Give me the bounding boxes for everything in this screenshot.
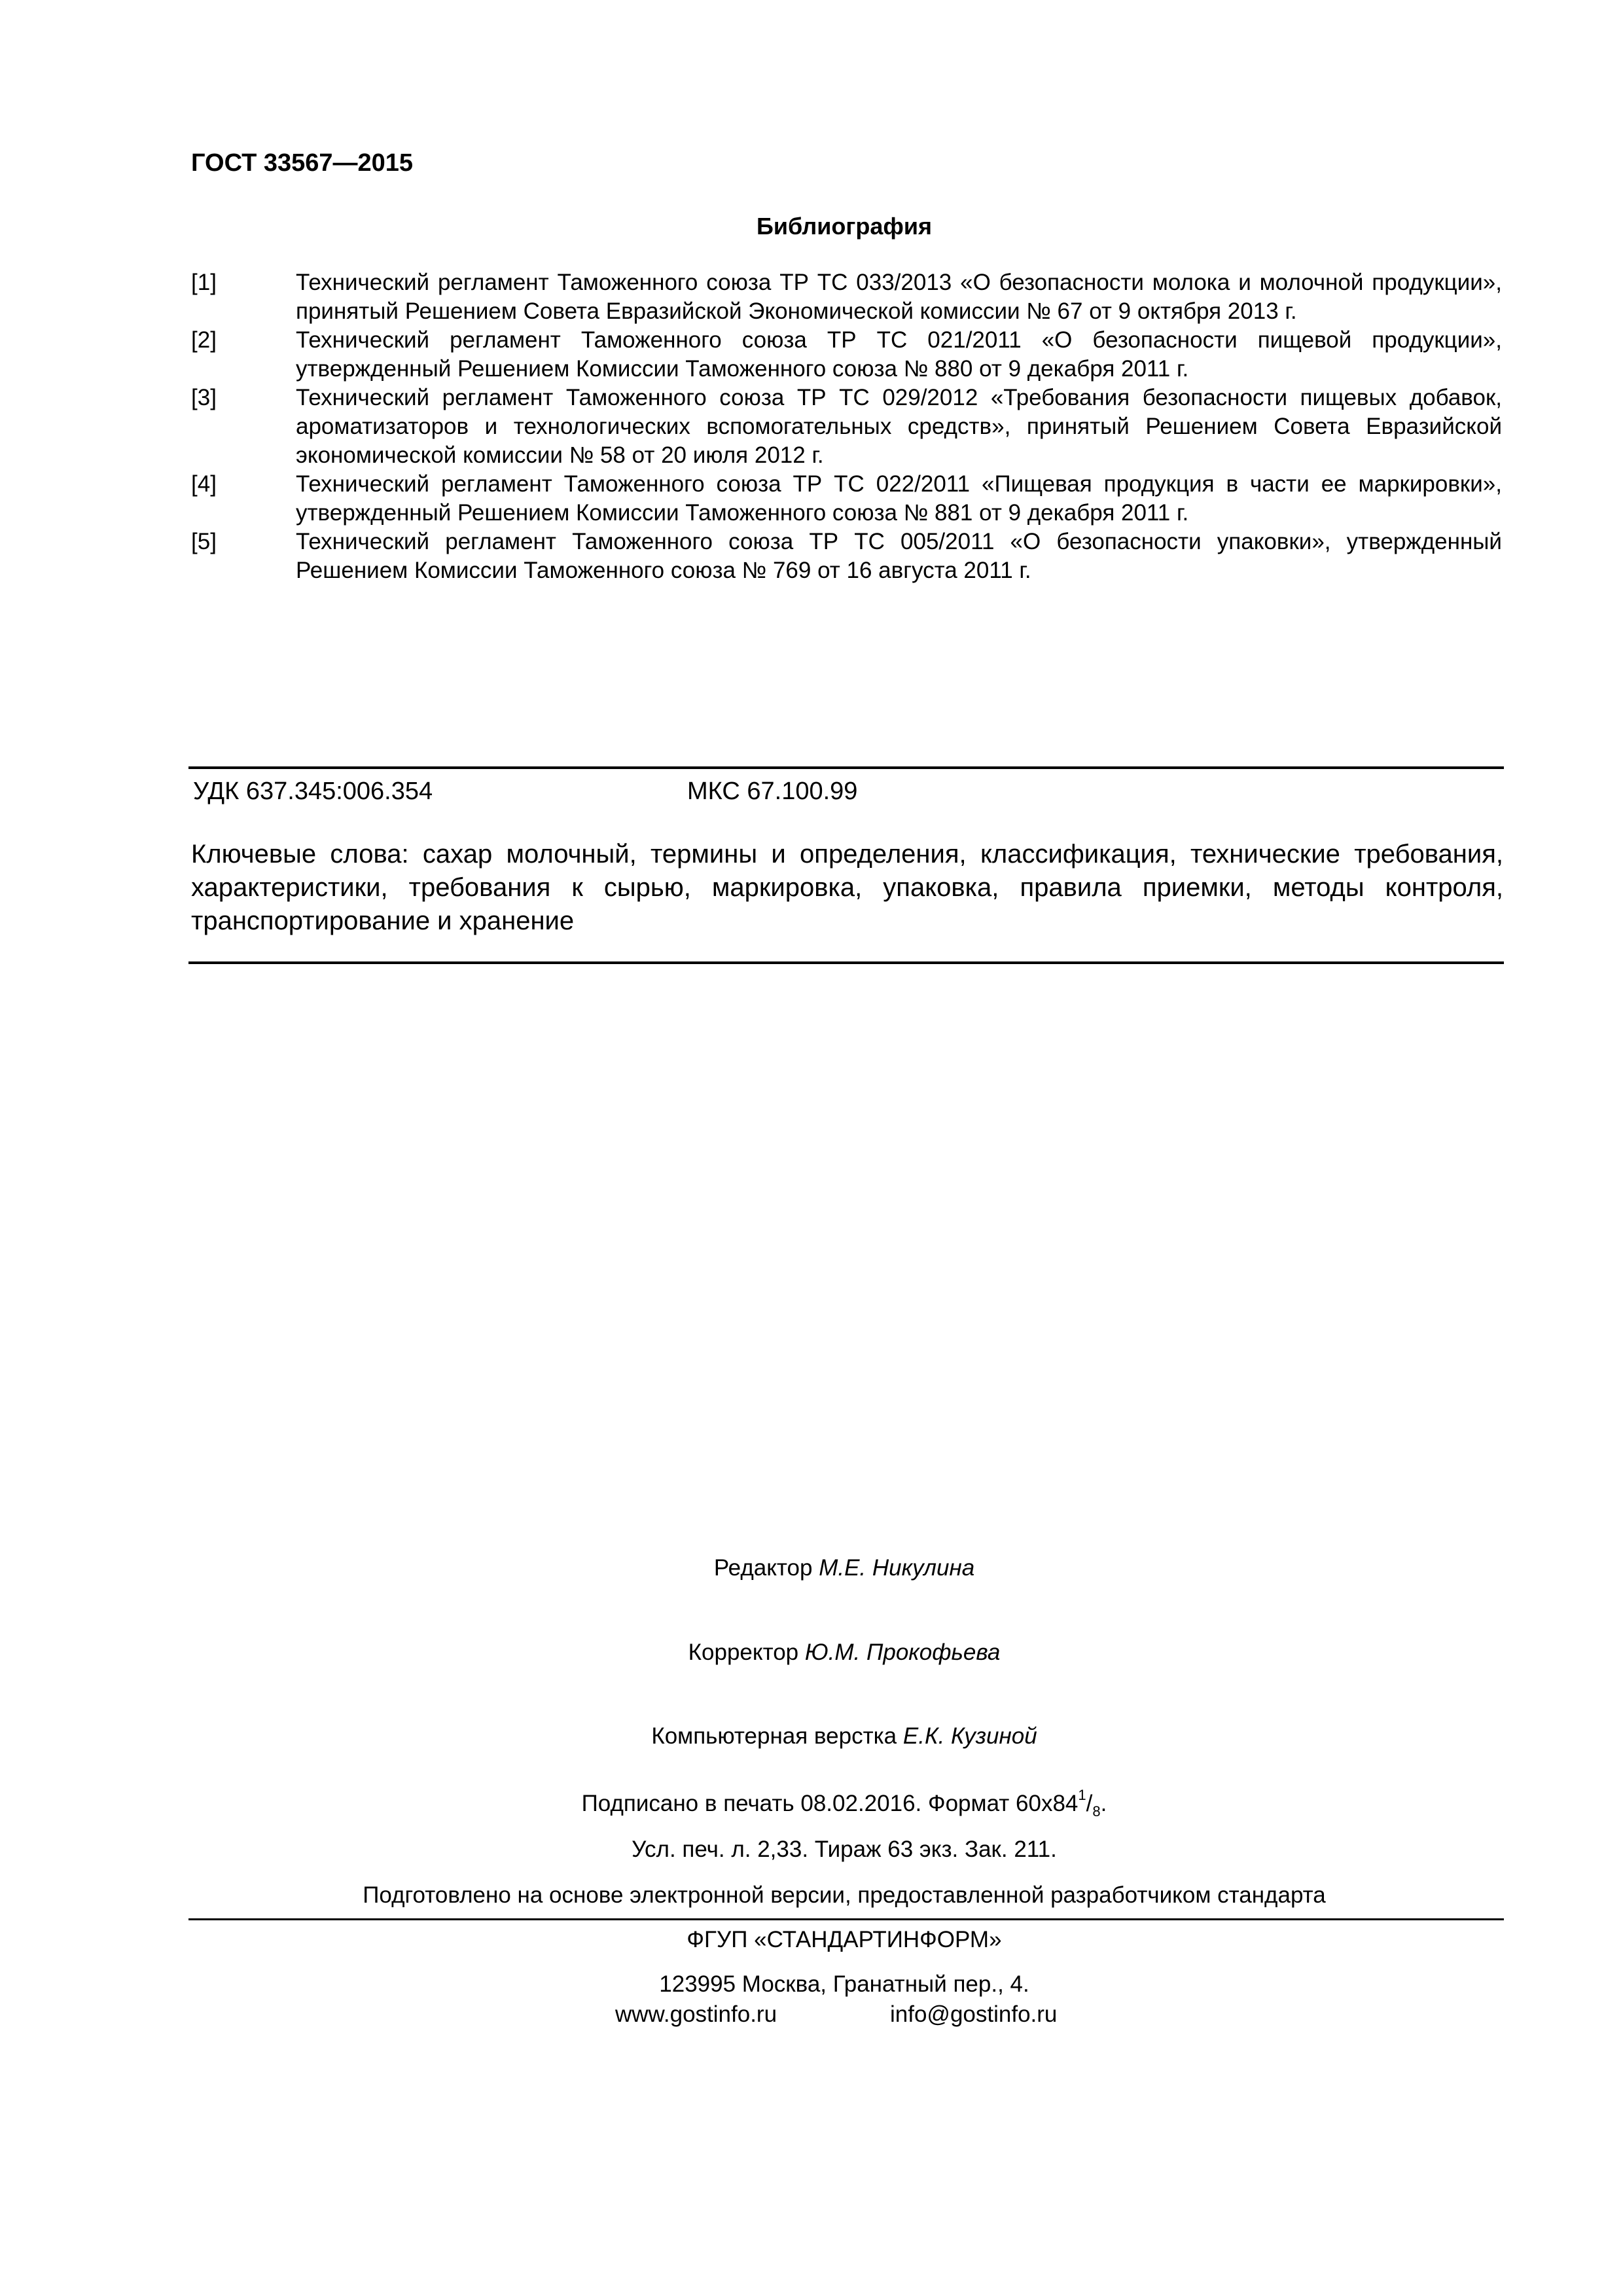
prepared-note: Подготовлено на основе электронной версии, предоставленной разработчиком стандарта bbox=[363, 1882, 1326, 1908]
document-code: ГОСТ 33567—2015 bbox=[191, 149, 414, 177]
bibliography-item-number: [2] bbox=[191, 327, 217, 353]
bibliography-list bbox=[191, 268, 1502, 585]
divider-top bbox=[188, 766, 1504, 769]
bibliography-item-number: [3] bbox=[191, 385, 217, 410]
layout-name: Е.К. Кузиной bbox=[902, 1723, 1037, 1749]
bibliography-item-number: [1] bbox=[191, 270, 217, 295]
bibliography-item-text: Технический регламент Таможенного союза ТР ТС 033/2013 «О безопасности молока и молочной продукции», принятый Решением Совета Евразийской Экономической комиссии № 67 от 9 октября 2013 г. bbox=[296, 270, 1502, 324]
format-subscript: 8 bbox=[1092, 1803, 1101, 1820]
bibliography-item-text: Технический регламент Таможенного союза ТР ТС 021/2011 «О безопасности пищевой продукции», утвержденный Решением Комиссии Таможенного союза № 880 от 9 декабря 2011 г. bbox=[296, 327, 1502, 382]
print-info: Усл. печ. л. 2,33. Тираж 63 экз. Зак. 211. bbox=[632, 1837, 1057, 1862]
corrector-label: Корректор bbox=[688, 1640, 805, 1665]
format-slash: / bbox=[1086, 1791, 1093, 1816]
signed-line bbox=[0, 1787, 1623, 1820]
editor-line bbox=[0, 1555, 1623, 1581]
bibliography-item bbox=[191, 384, 1502, 470]
divider-bottom bbox=[188, 961, 1504, 964]
editor-name: М.Е. Никулина bbox=[819, 1555, 975, 1581]
bibliography-item-text: Технический регламент Таможенного союза ТР ТС 022/2011 «Пищевая продукция в части ее маркировки», утвержденный Решением Комиссии Таможенного союза № 881 от 9 декабря 2011 г. bbox=[296, 471, 1502, 526]
layout-label: Компьютерная верстка bbox=[651, 1723, 903, 1749]
email-link[interactable]: info@gostinfo.ru bbox=[890, 2001, 1058, 2027]
bibliography-item bbox=[191, 470, 1502, 528]
bibliography-item-text: Технический регламент Таможенного союза ТР ТС 029/2012 «Требования безопасности пищевых добавок, ароматизаторов и технологических вспомогательных средств», принятый Решением Совета Евразийской экономической комиссии № 58 от 20 июля 2012 г. bbox=[296, 385, 1502, 468]
corrector-name: Ю.М. Прокофьева bbox=[804, 1640, 1001, 1665]
format-end: . bbox=[1100, 1791, 1107, 1816]
udk-code: УДК 637.345:006.354 bbox=[193, 778, 433, 805]
bibliography-item bbox=[191, 326, 1502, 384]
divider-imprint bbox=[188, 1918, 1504, 1920]
keywords-paragraph: Ключевые слова: сахар молочный, термины и определения, классификация, технические требования, характеристики, требования к сырью, маркировка, упаковка, правила приемки, методы контроля, транспортирование и хранение bbox=[191, 840, 1503, 935]
mks-code: МКС 67.100.99 bbox=[687, 778, 858, 805]
bibliography-item-number: [5] bbox=[191, 529, 217, 554]
editor-label: Редактор bbox=[713, 1555, 819, 1581]
publisher-address: 123995 Москва, Гранатный пер., 4. bbox=[659, 1971, 1029, 1997]
bibliography-item bbox=[191, 528, 1502, 585]
bibliography-item bbox=[191, 268, 1502, 326]
corrector-line bbox=[0, 1640, 1623, 1666]
website-link[interactable]: www.gostinfo.ru bbox=[615, 2001, 777, 2027]
signed-text: Подписано в печать 08.02.2016. Формат 60x84 bbox=[581, 1791, 1079, 1816]
bibliography-title: Библиография bbox=[757, 213, 932, 240]
publisher-name: ФГУП «СТАНДАРТИНФОРМ» bbox=[687, 1927, 1002, 1952]
bibliography-item-text: Технический регламент Таможенного союза ТР ТС 005/2011 «О безопасности упаковки», утвержденный Решением Комиссии Таможенного союза № 769 от 16 августа 2011 г. bbox=[296, 529, 1502, 583]
contacts-line bbox=[615, 2001, 1057, 2028]
layout-line bbox=[0, 1723, 1623, 1749]
format-superscript: 1 bbox=[1078, 1787, 1086, 1803]
bibliography-item-number: [4] bbox=[191, 471, 217, 497]
